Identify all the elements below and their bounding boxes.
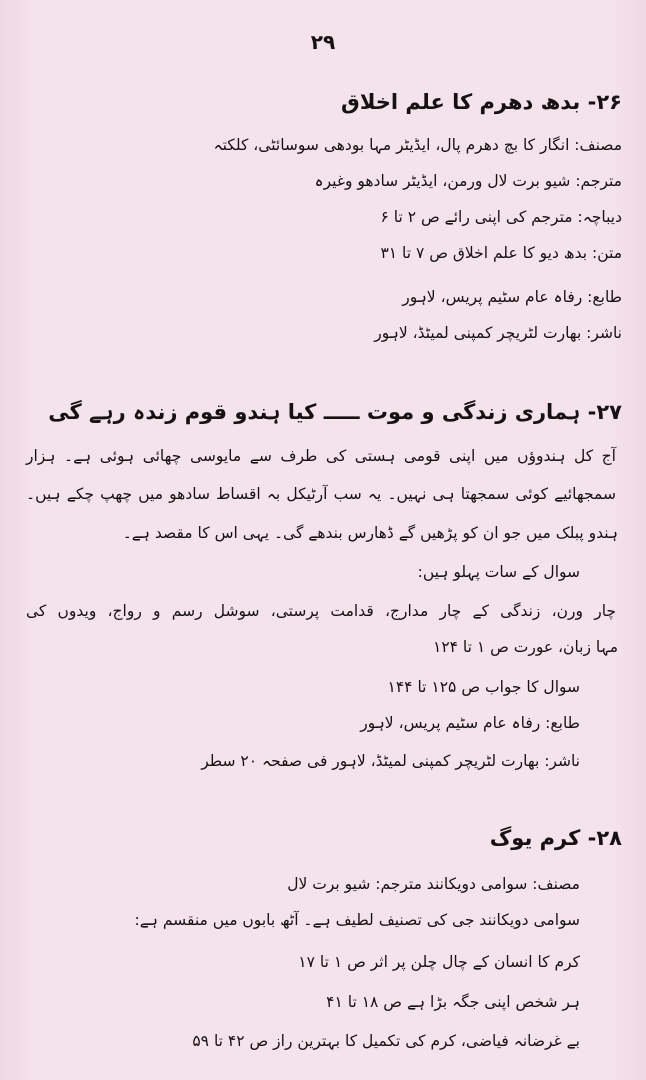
s26-author-line: مصنف: انگار کا بچ دھرم پال، ایڈیٹر مہا بودھی سوسائٹی، کلکتہ xyxy=(213,136,622,154)
s26-printer-line: طابع: رفاہ عام سٹیم پریس، لاہور xyxy=(402,288,622,306)
s26-translator-line: مترجم: شیو برت لال ورمن، ایڈیٹر سادھو وغیرہ xyxy=(314,172,622,190)
s28-chapter-line-2: ہر شخص اپنی جگہ بڑا ہے ص ۱۸ تا ۴۱ xyxy=(326,993,580,1011)
s27-aspects-intro: سوال کے سات پہلو ہیں: xyxy=(417,563,580,581)
section-27-heading: ۲۷- ہماری زندگی و موت ـــــ کیا ہندو قوم زندہ رہے گی xyxy=(48,400,622,424)
s27-paragraph-line-3: ہندو پبلک میں جو ان کو پڑھیں گے ڈھارس بندھے گی۔ یہی اس کا مقصد ہے۔ xyxy=(122,524,618,542)
s27-printer-line: طابع: رفاہ عام سٹیم پریس، لاہور xyxy=(360,714,580,732)
s28-intro-line: سوامی دویکانند جی کی تصنیف لطیف ہے۔ آٹھ بابوں میں منقسم ہے: xyxy=(134,911,580,929)
s28-author-line: مصنف: سوامی دویکانند مترجم: شیو برت لال xyxy=(287,875,580,893)
s27-paragraph-line-1: آج کل ہندوؤں میں اپنی قومی ہستی کی طرف سے مایوسی چھائی ہوئی ہے۔ ہزار xyxy=(26,447,616,465)
s27-paragraph-line-2: سمجھائیے کوئی سمجھتا ہی نہیں۔ یہ سب آرٹیکل بہ اقساط سادھو میں چھپ چکے ہیں۔ xyxy=(26,485,616,503)
s28-chapter-line-3: بے غرضانہ فیاضی، کرم کی تکمیل کا بہترین راز ص ۴۲ تا ۵۹ xyxy=(192,1032,580,1050)
s27-aspects-line-1: چار ورن، زندگی کے چار مدارج، قدامت پرستی، سوشل رسم و رواج، ویدوں کی xyxy=(26,602,616,620)
s26-preface-line: دیباچہ: مترجم کی اپنی رائے ص ۲ تا ۶ xyxy=(380,208,622,226)
section-28-heading: ۲۸- کرم یوگ xyxy=(489,826,622,850)
s27-answer-line: سوال کا جواب ص ۱۲۵ تا ۱۴۴ xyxy=(387,678,580,696)
page-number: ۲۹ xyxy=(310,30,336,54)
s28-chapter-line-1: کرم کا انسان کے چال چلن پر اثر ص ۱ تا ۱۷ xyxy=(298,953,580,971)
s26-publisher-line: ناشر: بھارت لٹریچر کمپنی لمیٹڈ، لاہور xyxy=(374,324,622,342)
s27-publisher-line: ناشر: بھارت لٹریچر کمپنی لمیٹڈ، لاہور فی صفحہ ۲۰ سطر xyxy=(201,752,580,770)
s27-aspects-line-2: مہا زبان، عورت ص ۱ تا ۱۲۴ xyxy=(433,638,618,656)
s26-text-line: متن: بدھ دیو کا علم اخلاق ص ۷ تا ۳۱ xyxy=(380,244,622,262)
section-26-heading: ۲۶- بدھ دھرم کا علم اخلاق xyxy=(341,90,622,114)
